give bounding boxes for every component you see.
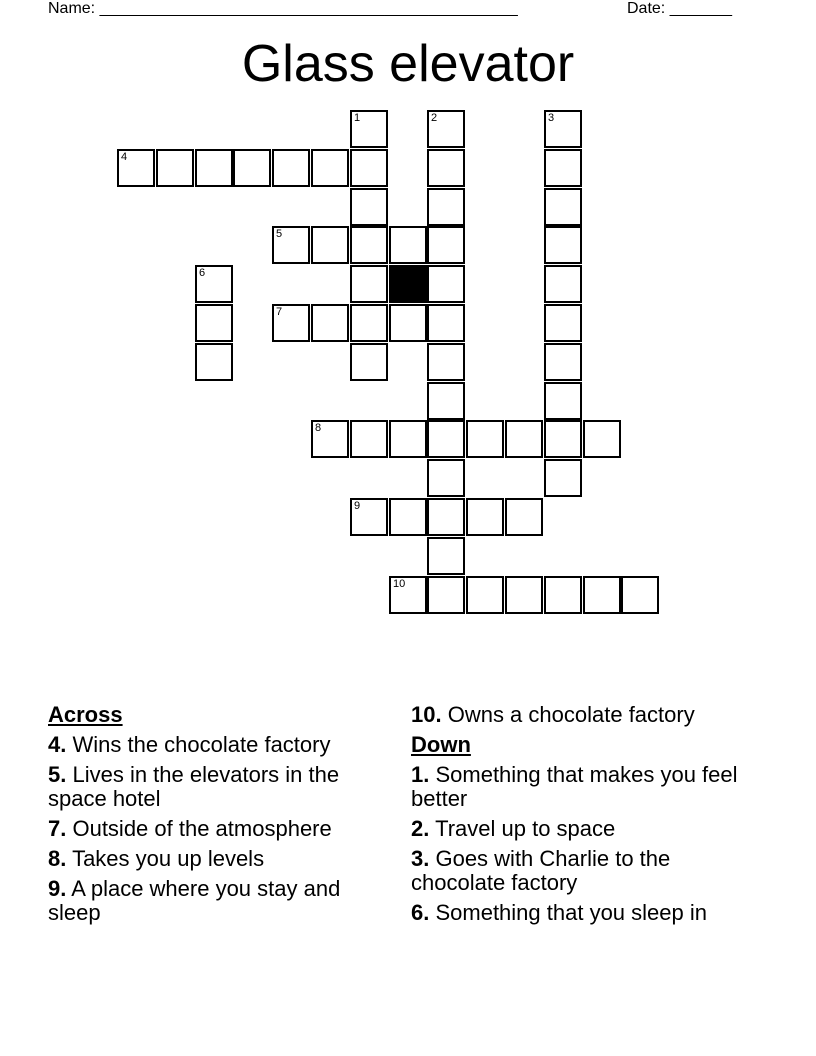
clue-number: 8. [48,846,67,871]
clue-number-label: 6 [199,267,206,279]
clue-item [48,847,378,871]
crossword-cell[interactable] [350,343,388,381]
clue-item [411,703,751,727]
crossword-cell[interactable] [427,420,465,458]
crossword-cell[interactable] [505,576,543,614]
crossword-cell[interactable] [427,537,465,575]
clue-text: Outside of the atmosphere [66,816,332,841]
clue-item [48,817,378,841]
crossword-cell[interactable] [156,149,194,187]
clue-number-label: 3 [548,112,555,124]
crossword-block-cell [389,265,427,303]
crossword-cell[interactable] [350,498,388,536]
crossword-cell[interactable] [389,498,427,536]
clue-number: 1. [411,762,430,787]
clue-number-label: 10 [393,578,406,590]
clue-text: Something that you sleep in [429,900,707,925]
crossword-cell[interactable] [544,265,582,303]
clue-item [411,817,751,841]
clue-number-label: 8 [315,422,322,434]
crossword-cell[interactable] [350,226,388,264]
crossword-cell[interactable] [583,576,621,614]
crossword-cell[interactable] [466,576,504,614]
crossword-cell[interactable] [544,382,582,420]
crossword-cell[interactable] [195,265,233,303]
clue-number: 9. [48,876,67,901]
clue-number: 4. [48,732,67,757]
crossword-cell[interactable] [350,304,388,342]
crossword-cell[interactable] [427,498,465,536]
crossword-cell[interactable] [544,420,582,458]
crossword-cell[interactable] [544,343,582,381]
crossword-cell[interactable] [544,149,582,187]
clue-section-heading: Down [411,732,471,757]
clue-number: 3. [411,846,430,871]
clue-item [411,901,751,925]
crossword-cell[interactable] [544,459,582,497]
crossword-cell[interactable] [233,149,271,187]
crossword-cell[interactable] [427,576,465,614]
clues-right-column [411,703,751,931]
clue-text: Travel up to space [429,816,616,841]
clues-left-column [48,703,378,931]
crossword-cell[interactable] [350,420,388,458]
clue-number-label: 5 [276,228,283,240]
crossword-cell[interactable] [311,149,349,187]
crossword-cell[interactable] [621,576,659,614]
crossword-cell[interactable] [466,498,504,536]
crossword-cell[interactable] [350,110,388,148]
clue-number: 10. [411,702,442,727]
crossword-cell[interactable] [117,149,155,187]
clue-number-label: 2 [431,112,438,124]
crossword-cell[interactable] [350,265,388,303]
clue-text: A place where you stay and sleep [48,876,341,925]
clue-section-heading: Across [48,702,123,727]
crossword-cell[interactable] [195,304,233,342]
crossword-cell[interactable] [195,343,233,381]
crossword-cell[interactable] [311,226,349,264]
crossword-cell[interactable] [544,110,582,148]
crossword-cell[interactable] [427,188,465,226]
crossword-cell[interactable] [427,459,465,497]
crossword-cell[interactable] [311,304,349,342]
crossword-cell[interactable] [544,304,582,342]
clue-number: 5. [48,762,67,787]
clue-number-label: 9 [354,500,361,512]
crossword-cell[interactable] [544,226,582,264]
clue-text: Wins the chocolate factory [66,732,331,757]
clue-number-label: 4 [121,151,128,163]
crossword-cell[interactable] [583,420,621,458]
clue-number: 2. [411,816,430,841]
crossword-cell[interactable] [427,343,465,381]
crossword-cell[interactable] [505,498,543,536]
date-field[interactable]: Date: _______ [627,0,732,17]
crossword-cell[interactable] [389,420,427,458]
clue-item [411,763,751,811]
crossword-cell[interactable] [272,149,310,187]
clue-number: 6. [411,900,430,925]
crossword-cell[interactable] [427,226,465,264]
clue-number: 7. [48,816,67,841]
crossword-cell[interactable] [272,304,310,342]
clue-number-label: 1 [354,112,361,124]
crossword-cell[interactable] [427,110,465,148]
clue-number-label: 7 [276,306,283,318]
clue-text: Something that makes you feel better [411,762,738,811]
crossword-cell[interactable] [427,382,465,420]
crossword-cell[interactable] [544,188,582,226]
clue-item [48,877,378,925]
crossword-cell[interactable] [389,226,427,264]
crossword-cell[interactable] [544,576,582,614]
clue-item [48,763,378,811]
page-title: Glass elevator [241,35,575,93]
clue-text: Takes you up levels [66,846,265,871]
name-field[interactable]: Name: _______________________________________________ [48,0,518,17]
crossword-cell[interactable] [466,420,504,458]
crossword-cell[interactable] [350,188,388,226]
clue-item [411,847,751,895]
crossword-cell[interactable] [389,304,427,342]
clue-text: Goes with Charlie to the chocolate factory [411,846,671,895]
crossword-cell[interactable] [505,420,543,458]
crossword-cell[interactable] [272,226,310,264]
crossword-cell[interactable] [195,149,233,187]
clue-text: Owns a chocolate factory [441,702,695,727]
crossword-cell[interactable] [389,576,427,614]
clue-text: Lives in the elevators in the space hotel [48,762,340,811]
crossword-cell[interactable] [427,149,465,187]
crossword-cell[interactable] [427,304,465,342]
crossword-cell[interactable] [350,149,388,187]
crossword-cell[interactable] [427,265,465,303]
clue-item [48,733,378,757]
crossword-cell[interactable] [311,420,349,458]
